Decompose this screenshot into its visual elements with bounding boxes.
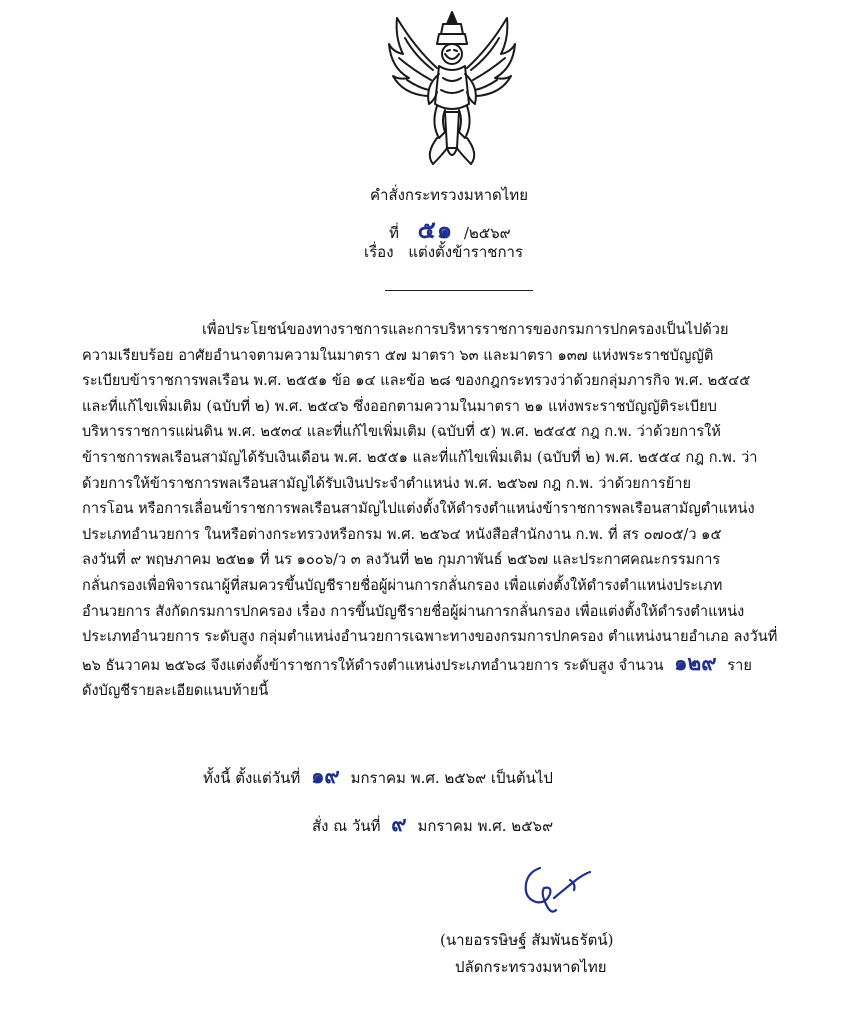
subject-label: เรื่อง xyxy=(364,243,394,261)
order-number-year: /๒๕๖๙ xyxy=(463,224,511,242)
effective-month-year: มกราคม พ.ศ. ๒๕๖๙ เป็นต้นไป xyxy=(350,769,553,787)
order-date xyxy=(312,808,553,841)
body-line: ประเภทอำนวยการ ระดับสูง กลุ่มตำแหน่งอำนวยการเฉพาะทางของกรมการปกครอง ตำแหน่งนายอำเภอ ลงวันที่ xyxy=(82,628,778,646)
body-line: บริหารราชการแผ่นดิน พ.ศ. ๒๕๓๔ และที่แก้ไขเพิ่มเติม (ฉบับที่ ๕) พ.ศ. ๒๕๔๕ กฎ ก.พ. ว่าด้วยการให้ xyxy=(82,423,721,441)
body-line: เพื่อประโยชน์ของทางราชการและการบริหารราชการของกรมการปกครองเป็นไปด้วย xyxy=(202,321,729,338)
body-line: ด้วยการให้ข้าราชการพลเรือนสามัญได้รับเงินประจำตำแหน่ง พ.ศ. ๒๕๖๗ กฎ ก.พ. ว่าด้วยการย้าย xyxy=(82,474,692,492)
body-line: ลงวันที่ ๙ พฤษภาคม ๒๕๒๑ ที่ นร ๑๐๐๖/ว ๓ ลงวันที่ ๒๒ กุมภาพันธ์ ๒๕๖๗ และประกาศคณะกรรมการ xyxy=(82,551,721,569)
body-line: และที่แก้ไขเพิ่มเติม (ฉบับที่ ๒) พ.ศ. ๒๕๔๖ ซึ่งออกตามความในมาตรา ๒๑ แห่งพระราชบัญญัติระเบียบ xyxy=(82,397,717,415)
order-number-label: ที่ xyxy=(389,224,399,242)
body-line: ดังบัญชีรายละเอียดแนบท้ายนี้ xyxy=(82,682,269,700)
body-line: ความเรียบร้อย อาศัยอำนาจตามความในมาตรา ๕๗ มาตรา ๖๓ และมาตรา ๑๓๗ แห่งพระราชบัญญัติ xyxy=(82,346,714,364)
appointment-unit: ราย xyxy=(727,656,752,674)
body-line: การโอน หรือการเลื่อนข้าราชการพลเรือนสามัญไปแต่งตั้งให้ดำรงตำแหน่งข้าราชการพลเรือนสามัญตำแหน่ง xyxy=(82,500,755,518)
order-month-year: มกราคม พ.ศ. ๒๕๖๙ xyxy=(417,817,554,835)
appointment-count-handwritten: ๑๒๙ xyxy=(674,649,717,675)
signature-icon xyxy=(510,858,600,918)
order-body xyxy=(82,317,808,704)
body-line: อำนวยการ สังกัดกรมการปกครอง เรื่อง การขึ้นบัญชีรายชื่อผู้ผ่านการกลั่นกรอง เพื่อแต่งตั้งให้ดำรงตำแหน่ง xyxy=(82,602,745,620)
signer-name: (นายอรรษิษฐ์ สัมพันธรัตน์) xyxy=(440,931,614,949)
header-divider xyxy=(385,290,533,291)
effective-day-handwritten: ๑๙ xyxy=(311,763,340,788)
order-date-label: สั่ง ณ วันที่ xyxy=(312,817,381,835)
signer-title: ปลัดกระทรวงมหาดไทย xyxy=(455,958,607,976)
order-number-handwritten: ๕๑ xyxy=(417,215,454,244)
effective-date xyxy=(203,760,553,793)
subject-text: แต่งตั้งข้าราชการ xyxy=(408,243,524,261)
body-line: ระเบียบข้าราชการพลเรือน พ.ศ. ๒๕๕๑ ข้อ ๑๔ และข้อ ๒๘ ของกฎกระทรวงว่าด้วยกลุ่มภารกิจ พ.ศ. ๒๕๔๕ xyxy=(82,372,751,390)
order-day-handwritten: ๙ xyxy=(391,811,407,836)
body-line: กลั่นกรองเพื่อพิจารณาผู้ที่สมควรขึ้นบัญชีรายชื่อผู้ผ่านการกลั่นกรอง เพื่อแต่งตั้งให้ดำรงตำแหน่งประเภท xyxy=(82,576,723,594)
document-title: คำสั่งกระทรวงมหาดไทย xyxy=(370,186,528,204)
garuda-emblem-icon xyxy=(385,8,519,166)
effective-label: ทั้งนี้ ตั้งแต่วันที่ xyxy=(203,769,301,787)
appointment-text: ๒๖ ธันวาคม ๒๕๖๘ จึงแต่งตั้งข้าราชการให้ดำรงตำแหน่งประเภทอำนวยการ ระดับสูง จำนวน xyxy=(82,656,664,674)
body-line-appointment-count xyxy=(82,650,808,679)
body-line: ประเภทอำนวยการ ในหรือต่างกระทรวงหรือกรม พ.ศ. ๒๕๖๔ หนังสือสำนักงาน ก.พ. ที่ สร ๐๗๐๕/ว ๑๕ xyxy=(82,525,722,543)
order-subject xyxy=(364,240,523,264)
body-line: ข้าราชการพลเรือนสามัญได้รับเงินเดือน พ.ศ. ๒๕๕๑ และที่แก้ไขเพิ่มเติม (ฉบับที่ ๒) พ.ศ. ๒๕๕๔ กฎ ก.พ. ว่า xyxy=(82,448,758,466)
